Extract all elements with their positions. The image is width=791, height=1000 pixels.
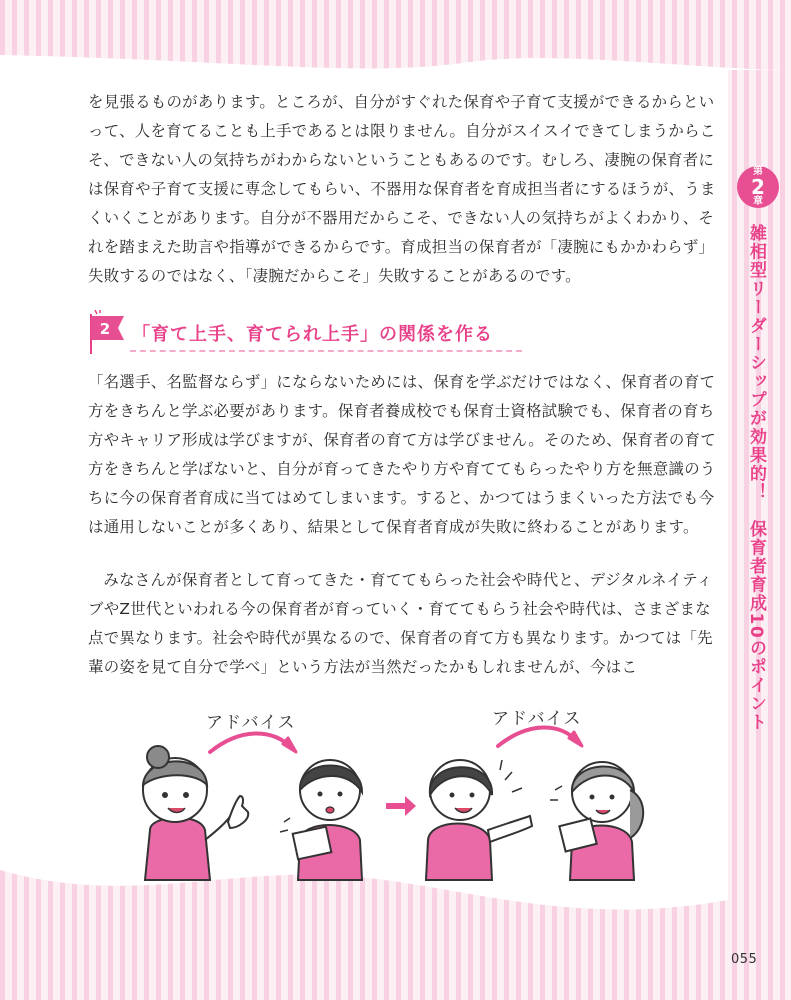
chapter-label-bottom: 章 <box>753 196 763 207</box>
paragraph-1: を見張るものがあります。ところが、自分がすぐれた保育や子育て支援ができるからといって、人を育てることも上手であるとは限りません。自分がスイスイできてしまうからこそ、できない人の気持ちがわからないということもあるのです。むしろ、凄腕の保育者には保育や子育て支援に専念してもらい、不器用な保育者を育成担当者にするほうが、うまくいくことがあります。自分が不器用だからこそ、できない人の気持ちがよくわかり、それを踏まえた助言や指導ができるからです。育成担当の保育者が「凄腕にもかかわらず」失敗するのではなく、「凄腕だからこそ」失敗することがあるのです。 <box>88 93 716 285</box>
advice-label-left: アドバイス <box>206 713 296 733</box>
person-learner-1 <box>280 760 362 880</box>
chapter-label-top: 第 <box>753 166 763 177</box>
chapter-number: 2 <box>751 175 765 199</box>
arrow-left <box>210 733 292 752</box>
chapter-title: 雑相型リーダーシップが効果的！ 保育者育成10のポイント <box>746 224 766 732</box>
person-mentor-1 <box>143 746 248 880</box>
page-number: 055 <box>731 952 758 967</box>
arrow-center <box>386 796 416 816</box>
advice-label-right: アドバイス <box>492 709 582 729</box>
person-mentor-2 <box>426 760 532 880</box>
person-learner-2 <box>550 762 643 880</box>
paragraph-3: みなさんが保育者として育ってきた・育ててもらった社会や時代と、デジタルネイティブやZ世代といわれる今の保育者が育っていく・育ててもらう社会や時代は、さまざまな点で異なります。社会や時代が異なるので、保育者の育て方も異なります。かつては「先輩の姿を見て自分で学べ」という方法が当然だったかもしれませんが、今はこ <box>88 571 713 676</box>
paragraph-2: 「名選手、名監督ならず」にならないためには、保育を学ぶだけではなく、保育者の育て方をきちんと学ぶ必要があります。保育者養成校でも保育士資格試験でも、保育者の育ち方やキャリア形成は学びますが、保育者の育て方は学びません。そのため、保育者の育て方をきちんと学ばないと、自分が育ってきたやり方や育ててもらったやり方を無意識のうちに今の保育者育成に当てはめてしまいます。すると、かつてはうまくいった方法でも今は通用しないことが多くあり、結果として保育者育成が失敗に終わることがあります。 <box>88 373 716 536</box>
arrow-right <box>498 727 578 746</box>
section-number: 2 <box>99 320 111 338</box>
section-title: 「育て上手、育てられ上手」の関係を作る <box>132 324 493 345</box>
